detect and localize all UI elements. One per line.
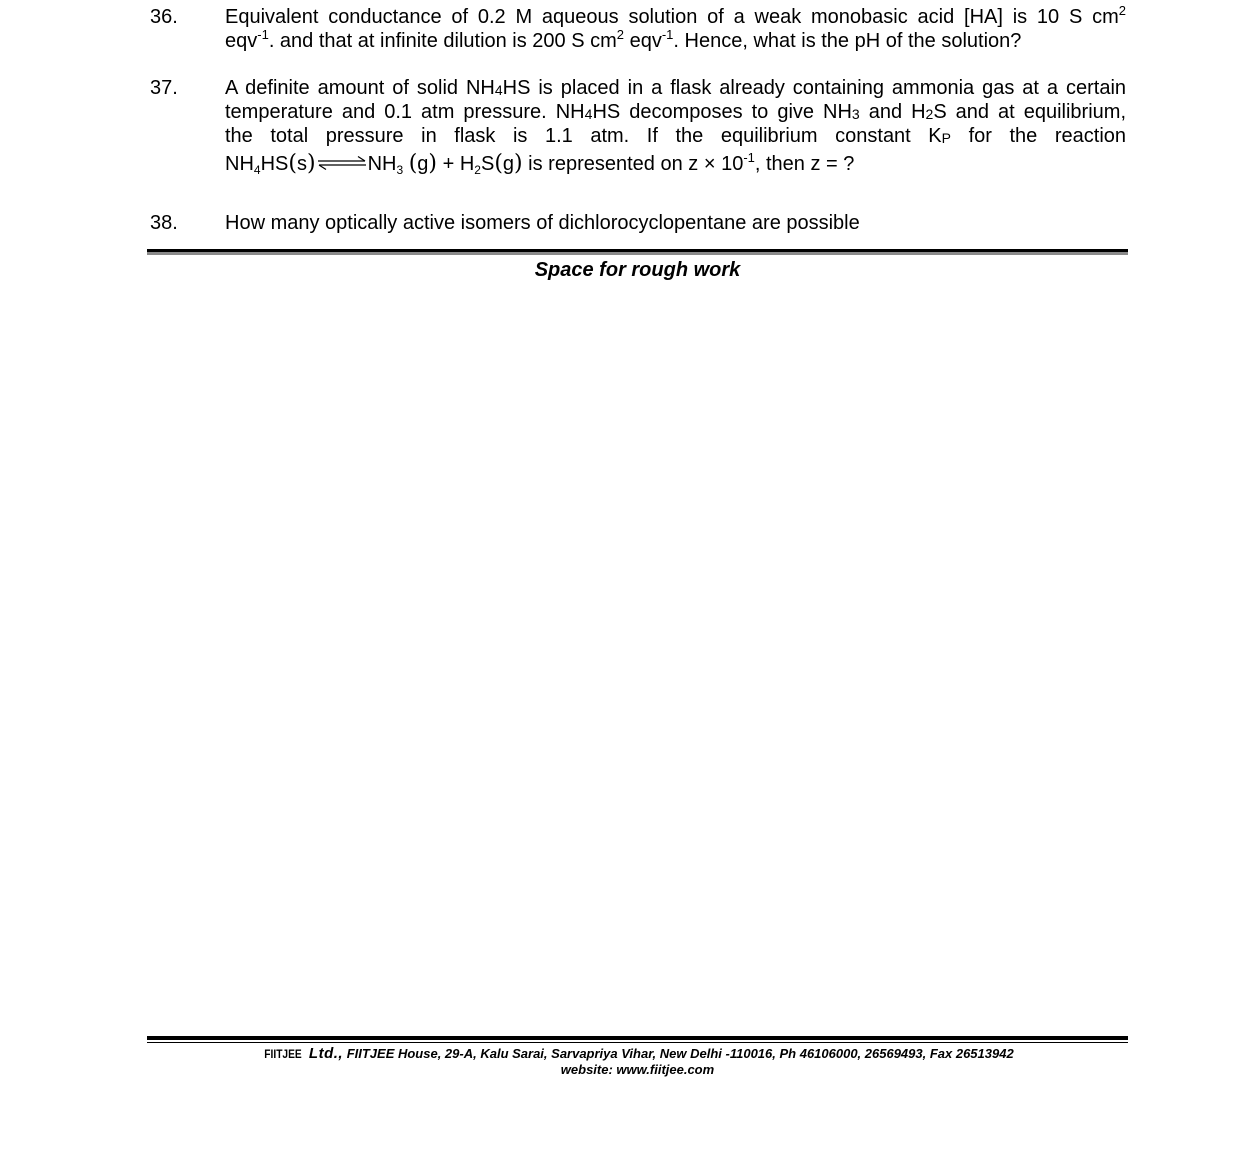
question-line: Equivalent conductance of 0.2 M aqueous solution of a weak monobasic acid [HA] is 10 S $cm^2$ — [225, 3, 1126, 28]
question-line: temperature and 0.1 atm pressure. NH4HS decomposes to give NH3 and H2S and at equilibrium, — [225, 101, 1126, 123]
question-36 — [150, 5, 1126, 53]
question-line: A definite amount of solid NH4HS is placed in a flask already containing ammonia gas at a certain — [225, 77, 1127, 99]
footer-address-line — [147, 1046, 1128, 1062]
brand-logo: FIITJEE — [264, 1047, 302, 1061]
question-line: How many optically active isomers of dichlorocyclopentane are possible — [225, 212, 860, 234]
page-footer — [147, 1046, 1128, 1078]
question-text — [225, 5, 1126, 53]
question-line: the total pressure in flask is 1.1 atm. If the equilibrium constant KP for the reaction — [225, 125, 1127, 147]
footer-website: website: www.fiitjee.com — [560, 1062, 715, 1077]
brand-ltd: Ltd., — [308, 1045, 344, 1062]
reaction-equation: $NH_4HS(s)$ $NH_3$ $(g) + H_2S(g)$ — [225, 151, 523, 177]
footer-address: FIITJEE House, 29-A, Kalu Sarai, Sarvapriya Vihar, New Delhi -110016, Ph 46106000, 26569493, Fax 26513942 — [343, 1046, 1014, 1061]
question-37 — [150, 76, 1126, 176]
question-line: $NH_4HS(s)$ $NH_3$ $(g) + H_2S(g)$ is represented on $z \times 10^{-1}$, then z = ? — [225, 150, 855, 177]
footer-rule — [147, 1036, 1128, 1040]
question-number: 37. — [150, 77, 178, 99]
equilibrium-arrow-icon — [316, 155, 368, 171]
question-38 — [150, 211, 1126, 235]
rough-work-label: Space for rough work — [534, 259, 741, 281]
question-line: eqv$^{-1}$. and that at infinite dilution is 200 S $cm^2$ eqv$^{-1}$. Hence, what is the pH of the solution? — [225, 27, 1022, 52]
footer-rule — [147, 1042, 1128, 1043]
divider-rule — [147, 252, 1128, 255]
question-number: 38. — [150, 212, 178, 234]
question-text — [225, 211, 1126, 235]
question-number: 36. — [150, 6, 178, 28]
question-text — [225, 76, 1126, 176]
